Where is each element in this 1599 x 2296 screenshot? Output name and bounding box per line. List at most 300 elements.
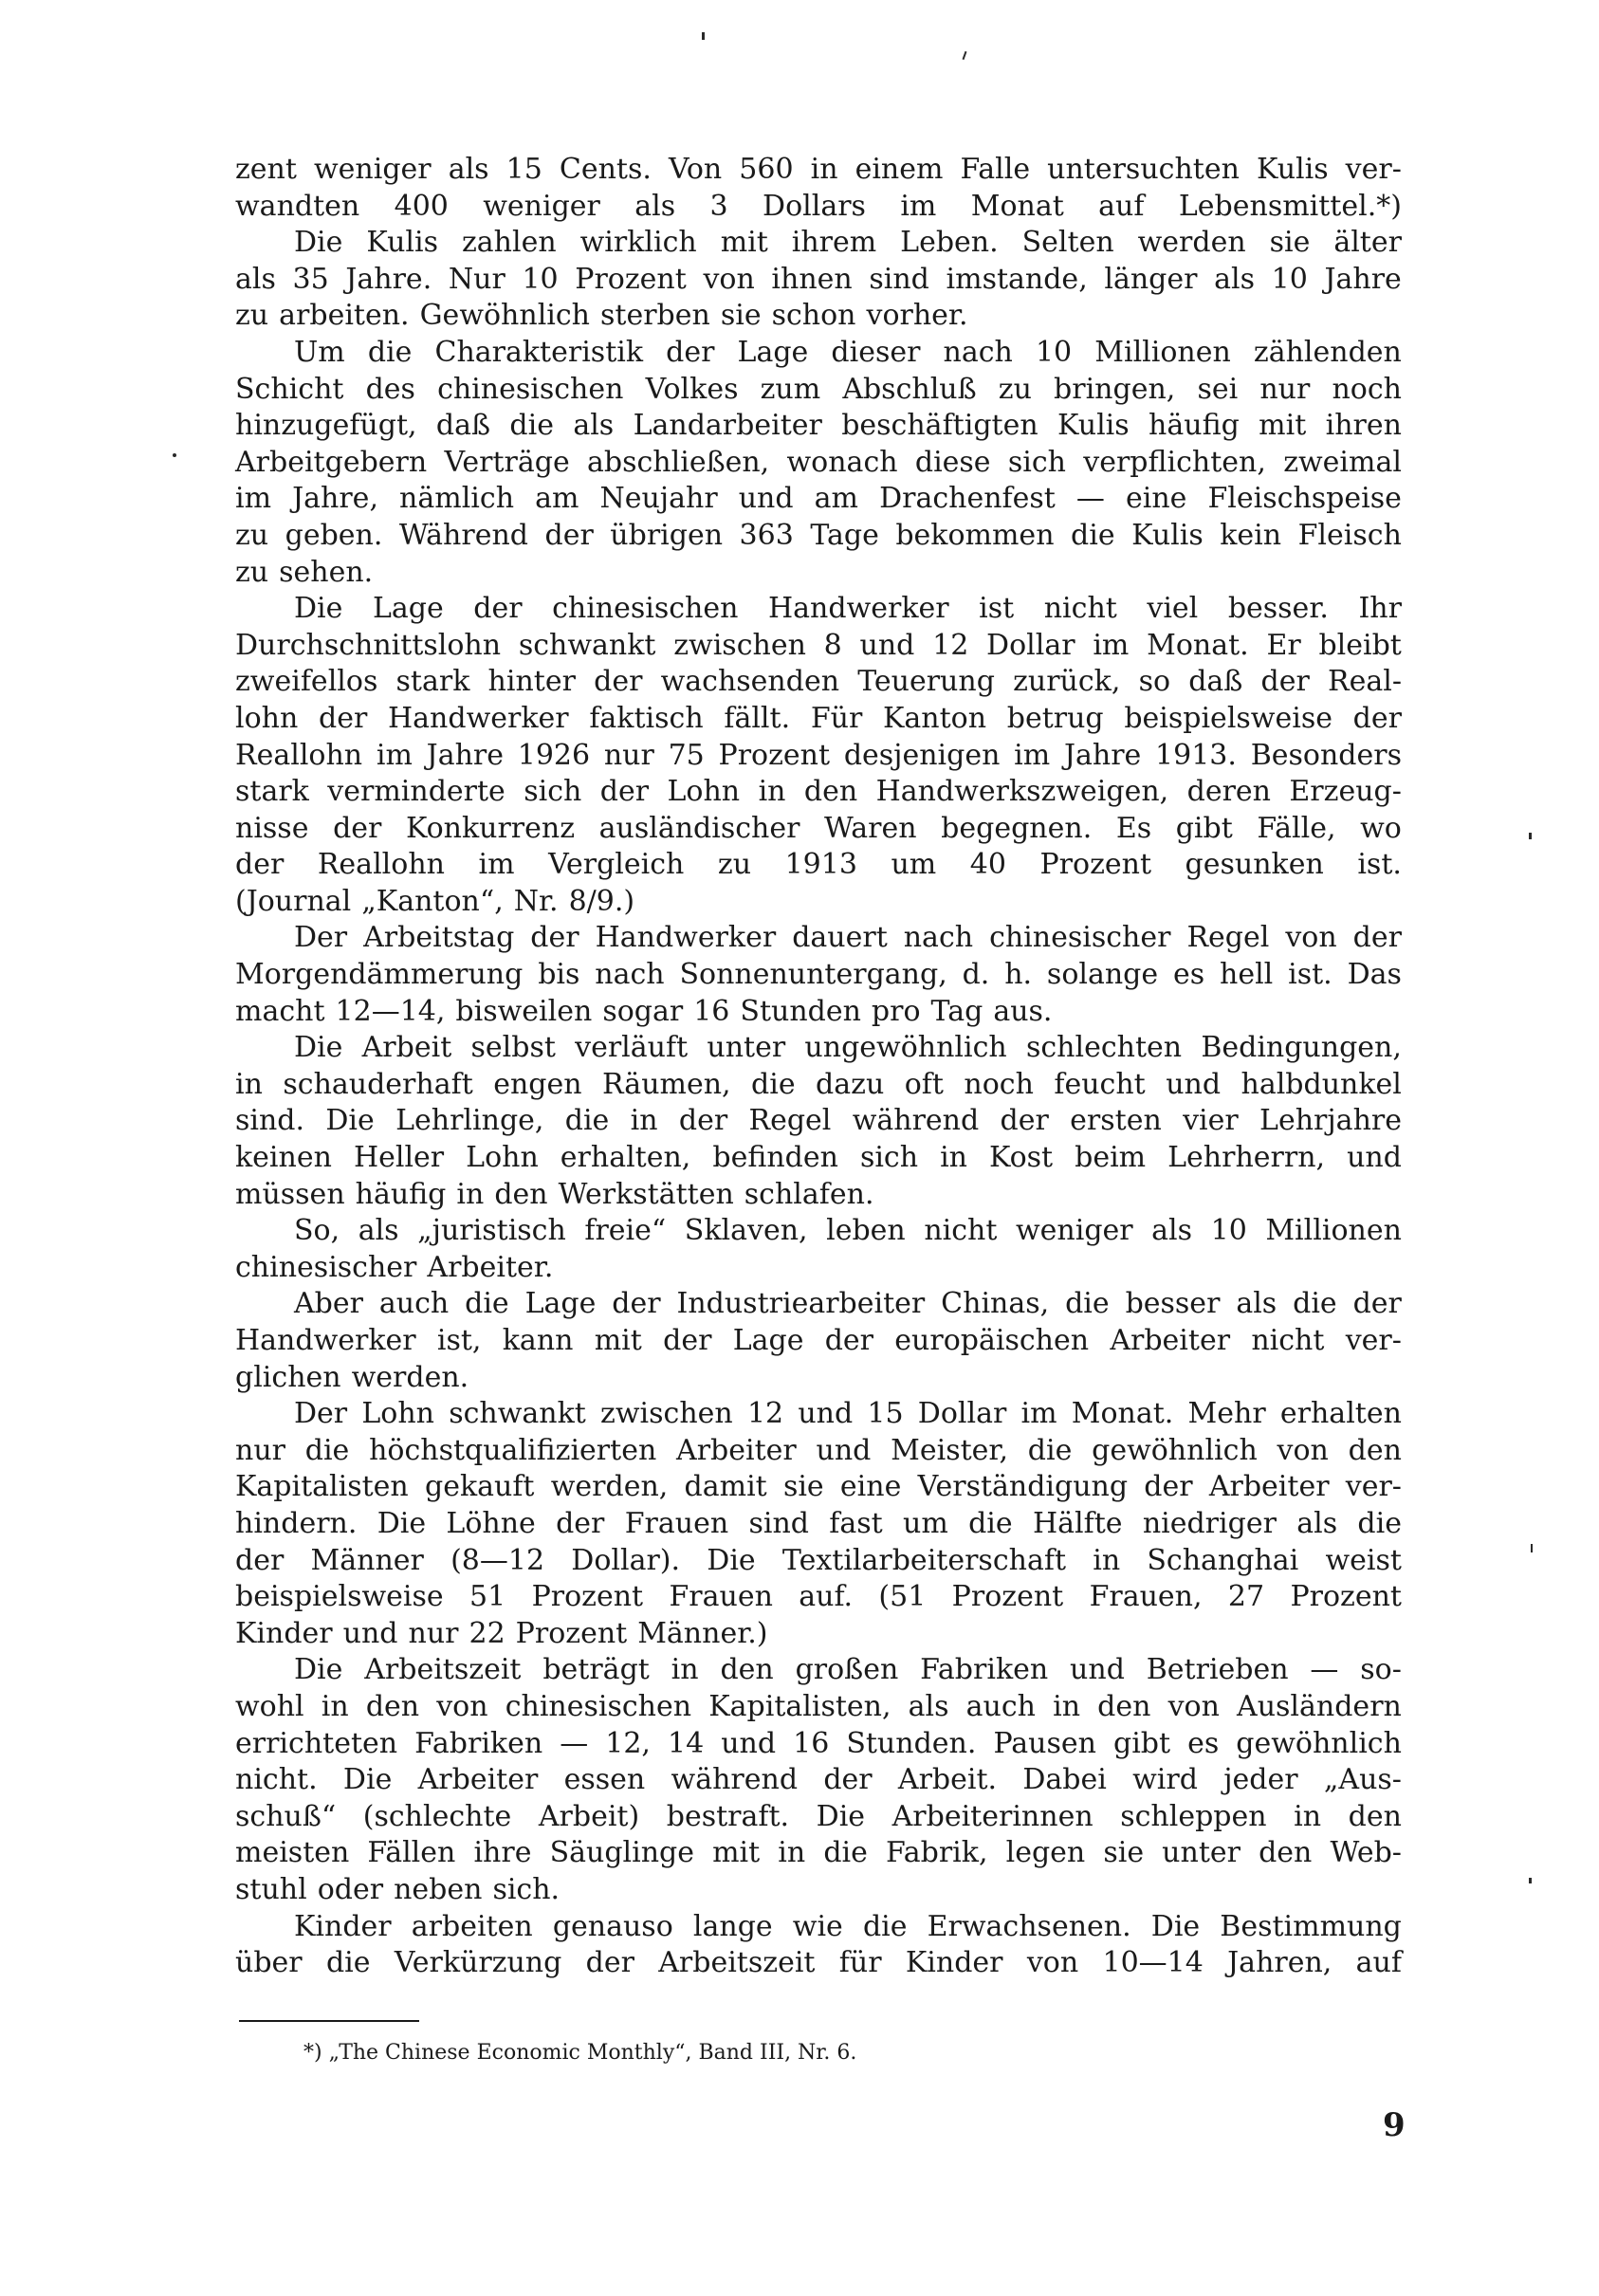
- text-line: [235, 664, 1402, 701]
- word: 15: [867, 1397, 904, 1431]
- word: (Journal: [235, 884, 352, 918]
- word: zent: [235, 153, 297, 186]
- word: nach: [903, 921, 974, 955]
- word: Kinder: [294, 1909, 392, 1943]
- word: häufig: [355, 1177, 447, 1211]
- text-line: [235, 1067, 1402, 1104]
- word: Der: [294, 921, 348, 955]
- word: als: [1236, 1287, 1277, 1321]
- word: Handwerker: [595, 921, 777, 955]
- word: Räumen,: [602, 1067, 731, 1101]
- word: 10: [1271, 262, 1308, 296]
- word: Jahre: [426, 738, 504, 772]
- word: Schanghai: [1147, 1543, 1299, 1577]
- word: die: [751, 1067, 796, 1101]
- word: Morgendämmerung: [235, 958, 524, 992]
- word: Um: [294, 335, 345, 369]
- word: als: [235, 262, 276, 296]
- word: sind: [748, 1506, 809, 1540]
- scan-speck: [1529, 833, 1532, 839]
- word: noch: [964, 1067, 1034, 1101]
- word: und: [816, 1433, 872, 1467]
- word: im: [900, 189, 937, 223]
- word: Arbeit): [538, 1799, 640, 1833]
- word: bleibt: [1318, 628, 1402, 662]
- word: weniger: [483, 189, 600, 223]
- word: Prozent: [1039, 848, 1152, 882]
- text-line: [235, 1762, 1402, 1799]
- word: Es: [1115, 811, 1152, 845]
- word: Bedingungen,: [1201, 1031, 1402, 1065]
- text-line: [235, 262, 1402, 299]
- word: so-: [1360, 1653, 1402, 1687]
- word: der: [823, 1763, 873, 1797]
- word: Jahre: [1063, 738, 1142, 772]
- word: glichen: [235, 1360, 341, 1394]
- word: weniger: [313, 153, 432, 186]
- text-line: [235, 1616, 1402, 1653]
- word: Kulis: [1256, 153, 1329, 186]
- word: Handwerker: [235, 1324, 416, 1357]
- word: Regel: [748, 1104, 832, 1138]
- word: es: [1173, 958, 1205, 992]
- word: Arbeiterinnen: [891, 1799, 1094, 1833]
- word: 400: [394, 189, 449, 223]
- word: und: [798, 1397, 854, 1431]
- word: imstande,: [946, 262, 1088, 296]
- word: von: [1167, 1689, 1220, 1723]
- word: wandten: [235, 189, 360, 223]
- text-line: [235, 591, 1402, 628]
- word: Lebensmittel.*): [1178, 189, 1402, 223]
- word: der: [678, 1104, 728, 1138]
- word: der: [319, 701, 368, 735]
- word: die: [509, 409, 554, 443]
- text-line: [235, 555, 1402, 592]
- word: nämlich: [399, 482, 515, 516]
- word: Jahre.: [345, 262, 432, 296]
- word: nicht: [1043, 592, 1117, 626]
- word: zu: [717, 848, 752, 882]
- word: beispielsweise: [1124, 701, 1332, 735]
- text-line: [235, 1323, 1402, 1360]
- word: ver-: [1345, 153, 1402, 186]
- word: Säuglinge: [549, 1836, 694, 1870]
- word: als: [908, 1689, 949, 1723]
- text-line: [235, 628, 1402, 665]
- text-line: [235, 774, 1402, 811]
- word: der: [666, 335, 715, 369]
- word: 15: [505, 153, 542, 186]
- text-line: [235, 189, 1402, 226]
- word: übrigen: [610, 518, 724, 552]
- word: von: [703, 262, 755, 296]
- word: Regel: [1186, 921, 1270, 955]
- text-line: [235, 1945, 1402, 1982]
- word: unter: [707, 1031, 786, 1065]
- text-line: [235, 481, 1402, 518]
- word: 1913.: [1155, 738, 1237, 772]
- scan-speck: [1531, 1544, 1533, 1552]
- word: oder: [317, 1872, 384, 1906]
- text-line: [235, 1469, 1402, 1506]
- word: schlafen.: [744, 1177, 874, 1211]
- text-line: [235, 1689, 1402, 1726]
- word: den: [1097, 1689, 1151, 1723]
- word: nach: [943, 335, 1013, 369]
- word: Kinder: [905, 1946, 1003, 1980]
- word: begegnen.: [941, 811, 1093, 845]
- word: sich.: [492, 1872, 561, 1906]
- word: Abschluß: [842, 372, 977, 406]
- text-line: [235, 1872, 1402, 1909]
- word: und: [859, 628, 915, 662]
- word: Vergleich: [548, 848, 685, 882]
- word: geben.: [285, 518, 383, 552]
- text-line: [235, 1250, 1402, 1287]
- word: die: [1071, 518, 1115, 552]
- word: und: [1166, 1067, 1222, 1101]
- word: werden,: [550, 1470, 669, 1504]
- word: als: [634, 189, 676, 223]
- word: zurück,: [1013, 665, 1121, 699]
- word: Löhne: [446, 1506, 536, 1540]
- word: meisten: [235, 1836, 350, 1870]
- word: 27: [1227, 1580, 1265, 1614]
- word: wonach: [786, 445, 898, 479]
- word: nisse: [235, 811, 309, 845]
- word: Kulis: [366, 226, 439, 260]
- word: essen: [563, 1763, 646, 1797]
- word: im: [478, 848, 515, 882]
- word: gewöhnlich: [1236, 1726, 1402, 1760]
- word: Ausländern: [1237, 1689, 1402, 1723]
- word: Handwerker: [388, 701, 569, 735]
- word: Von: [668, 153, 723, 186]
- text-line: [235, 847, 1402, 884]
- word: nur: [235, 1433, 285, 1467]
- word: schleppen: [1120, 1799, 1267, 1833]
- word: den: [1348, 1433, 1402, 1467]
- word: den: [365, 1689, 420, 1723]
- word: Jahre,: [292, 482, 378, 516]
- word: als: [1151, 1214, 1193, 1248]
- word: der: [556, 1506, 605, 1540]
- word: stark: [395, 665, 470, 699]
- word: Millionen: [1265, 1214, 1402, 1248]
- word: Web-: [1330, 1836, 1402, 1870]
- word: Leben.: [900, 226, 999, 260]
- word: befinden: [712, 1141, 838, 1175]
- word: arbeiten: [411, 1909, 533, 1943]
- word: kein: [1220, 518, 1282, 552]
- word: den: [494, 1177, 548, 1211]
- word: h.: [1004, 958, 1033, 992]
- word: (schlechte: [362, 1799, 512, 1833]
- word: schon: [771, 299, 856, 333]
- word: den: [1259, 1836, 1313, 1870]
- word: 22: [469, 1616, 505, 1650]
- word: lohn: [235, 701, 299, 735]
- word: mit: [594, 1324, 642, 1357]
- word: für: [838, 1946, 882, 1980]
- word: Prozent: [575, 262, 687, 296]
- word: ungewöhnlich: [804, 1031, 1007, 1065]
- word: Konkurrenz: [405, 811, 576, 845]
- word: Dollar: [917, 1397, 1007, 1431]
- word: nur: [603, 738, 654, 772]
- word: sie: [1269, 226, 1311, 260]
- word: im: [235, 482, 272, 516]
- text-line: [235, 920, 1402, 957]
- word: während: [671, 1763, 799, 1797]
- word: weniger: [1015, 1214, 1133, 1248]
- word: beispielsweise: [235, 1580, 444, 1614]
- word: wie: [792, 1909, 843, 1943]
- word: zu: [235, 518, 269, 552]
- word: so: [1138, 665, 1171, 699]
- text-line: [235, 811, 1402, 848]
- word: Arbeiter: [1208, 1470, 1330, 1504]
- word: nicht.: [235, 1763, 318, 1797]
- word: zweimal: [1283, 445, 1402, 479]
- word: im: [1014, 738, 1051, 772]
- word: nur: [408, 1616, 459, 1650]
- word: wohl: [235, 1689, 304, 1723]
- word: Reallohn: [317, 848, 445, 882]
- word: Kost: [988, 1141, 1054, 1175]
- word: Falle: [960, 153, 1031, 186]
- text-line: [235, 1213, 1402, 1250]
- word: (8—12: [450, 1543, 545, 1577]
- word: ihrem: [791, 226, 877, 260]
- word: Frauen: [624, 1506, 729, 1540]
- word: zwischen: [673, 628, 806, 662]
- word: ist.: [1357, 848, 1402, 882]
- word: sich: [1007, 445, 1066, 479]
- word: verläuft: [575, 1031, 689, 1065]
- word: Die: [325, 1104, 375, 1138]
- word: ausländischer: [598, 811, 800, 845]
- word: Erwachsenen.: [927, 1909, 1131, 1943]
- word: Arbeit.: [897, 1763, 998, 1797]
- word: zählenden: [1253, 335, 1402, 369]
- word: die: [304, 1433, 350, 1467]
- word: Lage: [732, 1324, 804, 1357]
- word: selbst: [470, 1031, 556, 1065]
- word: Die: [342, 1763, 393, 1797]
- text-line: [235, 1579, 1402, 1616]
- word: 10: [1210, 1214, 1247, 1248]
- word: Verständigung: [917, 1470, 1129, 1504]
- word: schwankt: [518, 628, 656, 662]
- word: abschließen,: [587, 445, 770, 479]
- word: Arbeit: [361, 1031, 452, 1065]
- word: und: [738, 482, 794, 516]
- word: Kulis: [1057, 409, 1130, 443]
- text-line: [235, 1543, 1402, 1580]
- word: bekommen: [895, 518, 1055, 552]
- word: von: [1285, 921, 1337, 955]
- text-line: [235, 1909, 1402, 1946]
- text-line: [235, 957, 1402, 994]
- word: die: [1357, 1506, 1402, 1540]
- word: Dollar: [986, 628, 1075, 662]
- word: „juristisch: [417, 1214, 566, 1248]
- word: Dollars: [763, 189, 866, 223]
- scan-speck: [963, 51, 967, 60]
- text-line: [235, 225, 1402, 262]
- word: zu: [235, 299, 269, 333]
- word: freie“: [584, 1214, 667, 1248]
- word: beträgt: [542, 1653, 650, 1687]
- word: als: [573, 409, 615, 443]
- text-line: [235, 372, 1402, 409]
- word: fällt.: [724, 701, 791, 735]
- scan-speck: [702, 32, 705, 40]
- word: mit: [720, 226, 768, 260]
- word: und: [721, 1726, 777, 1760]
- word: auch: [965, 1689, 1036, 1723]
- word: Sklaven,: [684, 1214, 808, 1248]
- word: nach: [595, 958, 665, 992]
- word: der: [824, 1324, 874, 1357]
- word: nicht: [924, 1214, 998, 1248]
- word: von: [436, 1689, 488, 1723]
- word: —: [1075, 482, 1105, 516]
- word: faktisch: [589, 701, 704, 735]
- text-line: [235, 152, 1402, 189]
- text-line: [235, 884, 1402, 921]
- word: im: [1020, 1397, 1057, 1431]
- word: ersten: [1070, 1104, 1162, 1138]
- word: Chinas,: [941, 1287, 1050, 1321]
- word: nicht: [1251, 1324, 1325, 1357]
- word: europäischen: [894, 1324, 1090, 1357]
- word: errichteten: [235, 1726, 398, 1760]
- text-line: [235, 1030, 1402, 1067]
- word: 363: [739, 518, 794, 552]
- word: ihren: [1325, 409, 1402, 443]
- word: chinesischer: [989, 921, 1171, 955]
- word: 35: [292, 262, 329, 296]
- word: „Kanton“,: [361, 884, 504, 918]
- word: wo: [1360, 811, 1402, 845]
- word: gewöhnlich: [1092, 1433, 1258, 1467]
- word: chinesischer: [235, 1250, 417, 1284]
- word: ihnen: [771, 262, 853, 296]
- word: der: [663, 1324, 712, 1357]
- word: Fällen: [367, 1836, 456, 1870]
- word: schuß“: [235, 1799, 337, 1833]
- word: Die: [294, 226, 343, 260]
- word: dazu: [816, 1067, 885, 1101]
- word: ist.: [1288, 958, 1332, 992]
- text-line: [235, 298, 1402, 335]
- word: sei: [1197, 372, 1239, 406]
- word: Männer.): [637, 1616, 768, 1650]
- word: Arbeitgebern: [235, 445, 428, 479]
- word: Jahre: [1324, 262, 1402, 296]
- word: vorher.: [866, 299, 968, 333]
- word: Textilarbeiterschaft: [781, 1543, 1066, 1577]
- word: 8: [823, 628, 842, 662]
- word: der: [585, 1946, 634, 1980]
- word: schlechten: [1025, 1031, 1183, 1065]
- word: verminderte: [327, 775, 505, 809]
- word: Meister,: [891, 1433, 1009, 1467]
- word: die: [564, 1104, 610, 1138]
- word: der: [235, 1543, 285, 1577]
- word: 10: [522, 262, 559, 296]
- word: 560: [739, 153, 794, 186]
- word: „Aus-: [1323, 1763, 1402, 1797]
- word: in: [235, 1067, 263, 1101]
- word: Verträge: [444, 445, 570, 479]
- word: der: [473, 592, 523, 626]
- word: zweifellos: [235, 665, 378, 699]
- text-line: [235, 408, 1402, 445]
- word: in: [321, 1689, 349, 1723]
- word: 12: [746, 1397, 784, 1431]
- word: halbdunkel: [1241, 1067, 1402, 1101]
- word: Arbeitszeit: [658, 1946, 816, 1980]
- word: sehen.: [279, 555, 374, 589]
- word: müssen: [235, 1177, 345, 1211]
- word: schauderhaft: [283, 1067, 473, 1101]
- word: beim: [1075, 1141, 1147, 1175]
- word: Lage: [524, 1287, 597, 1321]
- word: solange: [1046, 958, 1159, 992]
- word: gibt: [1175, 811, 1233, 845]
- word: eine: [1125, 482, 1187, 516]
- word: 16: [793, 1726, 830, 1760]
- word: im: [376, 738, 413, 772]
- word: Kapitalisten,: [708, 1689, 891, 1723]
- word: Die: [294, 1653, 343, 1687]
- word: Neujahr: [599, 482, 718, 516]
- word: des: [365, 372, 415, 406]
- word: 8/9.): [568, 884, 635, 918]
- word: Charakteristik: [434, 335, 644, 369]
- word: Ihr: [1358, 592, 1402, 626]
- text-line: [235, 335, 1402, 372]
- word: feucht: [1054, 1067, 1146, 1101]
- word: genauso: [552, 1909, 673, 1943]
- word: den: [803, 775, 858, 809]
- word: Männer: [310, 1543, 424, 1577]
- word: Lehrherrn,: [1167, 1141, 1326, 1175]
- word: Schicht: [235, 372, 344, 406]
- word: Jahren,: [1227, 1946, 1332, 1980]
- word: dauert: [792, 921, 888, 955]
- text-line: [235, 1726, 1402, 1763]
- text-line: [235, 1360, 1402, 1397]
- word: Fleischspeise: [1207, 482, 1402, 516]
- word: einem: [855, 153, 944, 186]
- word: in: [671, 1653, 699, 1687]
- word: Reallohn: [235, 738, 363, 772]
- word: werden.: [351, 1360, 469, 1394]
- word: als: [1214, 262, 1256, 296]
- word: leben: [826, 1214, 906, 1248]
- word: ihre: [473, 1836, 532, 1870]
- word: Stunden.: [846, 1726, 977, 1760]
- word: neben: [394, 1872, 483, 1906]
- page-number: 9: [1383, 2106, 1406, 2144]
- word: hell: [1220, 958, 1274, 992]
- word: der: [594, 665, 643, 699]
